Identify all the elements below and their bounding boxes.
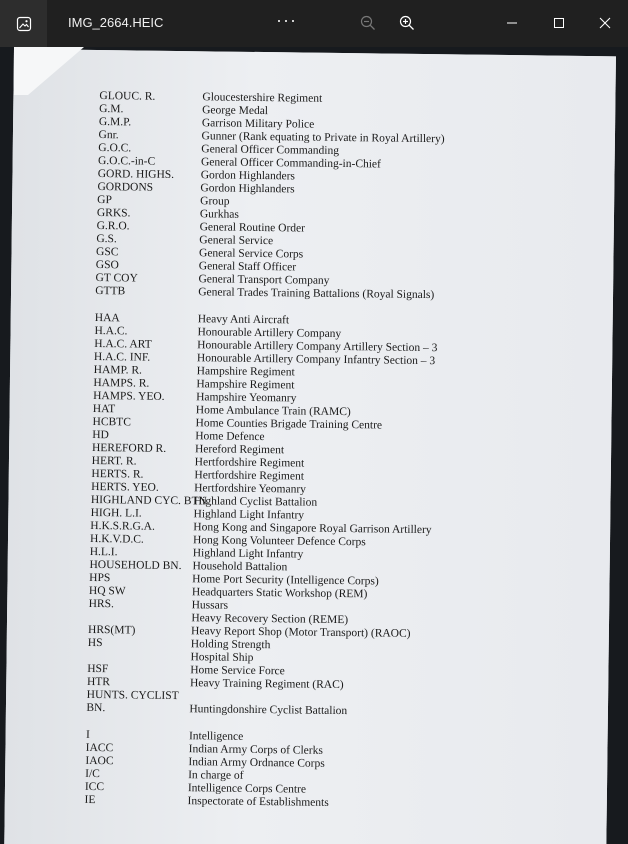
abbreviation: H.A.C. — [94, 325, 128, 338]
expansion: General Service Corps — [198, 247, 304, 261]
expansion: Intelligence Corps Centre — [187, 782, 307, 796]
abbreviation: G.R.O. — [96, 220, 130, 233]
abbreviation: HAA — [94, 312, 120, 325]
window-title: IMG_2664.HEIC — [68, 15, 164, 30]
expansion: Hospital Ship — [190, 651, 254, 664]
abbreviation: HRS. — [88, 597, 114, 611]
expansion: Hussars — [191, 599, 229, 612]
expansion: General Trades Training Battalions (Royal Signals) — [198, 286, 435, 302]
abbreviation: HD — [92, 428, 109, 442]
image-viewer-canvas[interactable] — [0, 47, 628, 844]
expansion: General Service — [199, 234, 274, 248]
abbreviation: Gnr. — [98, 129, 119, 142]
expansion: Heavy Training Regiment (RAC) — [189, 677, 344, 692]
expansion: Hampshire Regiment — [196, 378, 295, 392]
expansion: In charge of — [188, 769, 244, 782]
abbreviation: H.K.V.D.C. — [89, 532, 144, 546]
abbreviation: HERT. R. — [91, 454, 137, 468]
expansion: Hong Kong Volunteer Defence Corps — [192, 534, 366, 549]
abbreviation: HAT — [92, 402, 116, 416]
abbreviation: I — [85, 728, 90, 741]
expansion: Heavy Report Shop (Motor Transport) (RAOC) — [191, 625, 411, 640]
expansion: General Staff Officer — [198, 260, 297, 274]
abbreviation: G.M. — [99, 103, 124, 116]
expansion: George Medal — [202, 104, 269, 118]
abbreviation: HS — [87, 636, 103, 650]
abbreviation: GORD. HIGHS. — [97, 168, 175, 181]
expansion: Intelligence — [188, 730, 244, 743]
expansion: Indian Army Corps of Clerks — [188, 743, 323, 757]
abbreviation: IAOC — [85, 754, 114, 768]
abbreviation: IE — [84, 793, 96, 807]
expansion: Headquarters Static Workshop (REM) — [191, 586, 368, 601]
abbreviation: HAMP. R. — [93, 363, 143, 377]
abbreviation: GTTB — [95, 285, 126, 298]
expansion: Heavy Recovery Section (REME) — [191, 612, 349, 627]
abbreviation: IACC — [85, 741, 114, 755]
expansion: Highland Cyclist Battalion — [193, 495, 318, 509]
expansion: Hertfordshire Yeomanry — [194, 482, 307, 496]
abbreviation: HUNTS. CYCLIST — [86, 688, 179, 703]
expansion: Hampshire Yeomanry — [196, 391, 297, 405]
abbreviation: HIGHLAND CYC. BTN. — [90, 493, 210, 508]
abbreviation: HRS(MT) — [88, 623, 136, 637]
abbreviation: HPS — [89, 571, 111, 585]
expansion: Hereford Regiment — [194, 443, 285, 457]
abbreviation: G.S. — [96, 233, 117, 246]
expansion: Huntingdonshire Cyclist Battalion — [189, 703, 348, 718]
abbreviation: BN. — [86, 701, 106, 715]
expansion: Highland Light Infantry — [192, 547, 304, 561]
more-options-button[interactable]: ··· — [276, 10, 297, 30]
abbreviation: I/C — [85, 767, 100, 781]
abbreviation: H.A.C. ART — [94, 338, 152, 351]
expansion: General Routine Order — [199, 221, 306, 235]
photos-app-icon[interactable] — [0, 0, 47, 47]
zoom-in-icon[interactable] — [399, 15, 415, 36]
expansion: Gloucestershire Regiment — [202, 91, 323, 105]
expansion: General Transport Company — [198, 273, 330, 287]
expansion: Home Port Security (Intelligence Corps) — [192, 573, 379, 588]
abbreviation: HERTS. YEO. — [91, 480, 159, 494]
expansion: Gordon Highlanders — [200, 169, 296, 183]
expansion: Honourable Artillery Company Infantry Section – 3 — [196, 352, 436, 368]
abbreviation: HSF — [87, 662, 109, 676]
abbreviation: HCBTC — [92, 415, 131, 429]
abbreviation: HAMPS. R. — [93, 376, 150, 390]
expansion: Holding Strength — [190, 638, 271, 652]
expansion: Household Battalion — [192, 560, 288, 574]
document-page — [4, 49, 616, 844]
expansion: General Officer Commanding — [201, 143, 340, 157]
expansion: Honourable Artillery Company — [197, 326, 342, 341]
expansion: Highland Light Infantry — [193, 508, 305, 522]
close-button[interactable] — [590, 8, 620, 38]
abbreviation: GP — [97, 194, 112, 207]
abbreviation: GRKS. — [96, 207, 131, 220]
maximize-button[interactable] — [544, 8, 574, 38]
title-bar — [0, 0, 628, 47]
abbreviation: GSO — [95, 259, 119, 272]
abbreviation: G.M.P. — [98, 116, 132, 129]
abbreviation: HOUSEHOLD BN. — [89, 558, 182, 573]
expansion: Gurkhas — [199, 208, 239, 221]
expansion: Gordon Highlanders — [200, 182, 295, 196]
abbreviation: HQ SW — [88, 584, 126, 598]
abbreviation: HEREFORD R. — [91, 441, 167, 455]
abbreviation: G.O.C.-in-C — [97, 155, 156, 168]
abbreviation: ICC — [84, 780, 105, 794]
expansion: Inspectorate of Establishments — [187, 795, 329, 809]
abbreviation: GORDONS — [97, 181, 154, 194]
expansion: General Officer Commanding-in-Chief — [200, 156, 381, 171]
abbreviation: H.K.S.R.G.A. — [90, 519, 155, 533]
abbreviation: G.O.C. — [98, 142, 132, 155]
abbreviation: GSC — [95, 246, 119, 259]
expansion: Garrison Military Police — [201, 117, 315, 131]
expansion: Hampshire Regiment — [196, 365, 295, 379]
expansion: Group — [200, 195, 230, 208]
expansion: Home Service Force — [190, 664, 285, 678]
expansion: Gunner (Rank equating to Private in Royal Artillery) — [201, 130, 445, 146]
expansion: Hertfordshire Regiment — [194, 456, 305, 470]
expansion: Heavy Anti Aircraft — [197, 313, 290, 327]
expansion: Home Defence — [195, 430, 265, 444]
expansion: Home Ambulance Train (RAMC) — [195, 404, 351, 419]
minimize-button[interactable] — [497, 8, 527, 38]
abbreviation: HERTS. R. — [91, 467, 144, 481]
expansion: Hertfordshire Regiment — [194, 469, 305, 483]
abbreviation: H.L.I. — [89, 545, 118, 559]
zoom-out-icon[interactable] — [360, 15, 376, 36]
expansion: Home Counties Brigade Training Centre — [195, 417, 383, 432]
abbreviation: HIGH. L.I. — [90, 506, 142, 520]
abbreviation: H.A.C. INF. — [93, 351, 151, 364]
abbreviation: GT COY — [95, 272, 138, 285]
expansion: Honourable Artillery Company Artillery Section – 3 — [197, 339, 438, 355]
expansion: Indian Army Ordnance Corps — [188, 756, 325, 770]
abbreviation: GLOUC. R. — [99, 90, 156, 103]
expansion: Hong Kong and Singapore Royal Garrison Artillery — [193, 521, 432, 537]
abbreviation: HAMPS. YEO. — [93, 389, 165, 403]
abbreviation: HTR — [86, 675, 111, 689]
